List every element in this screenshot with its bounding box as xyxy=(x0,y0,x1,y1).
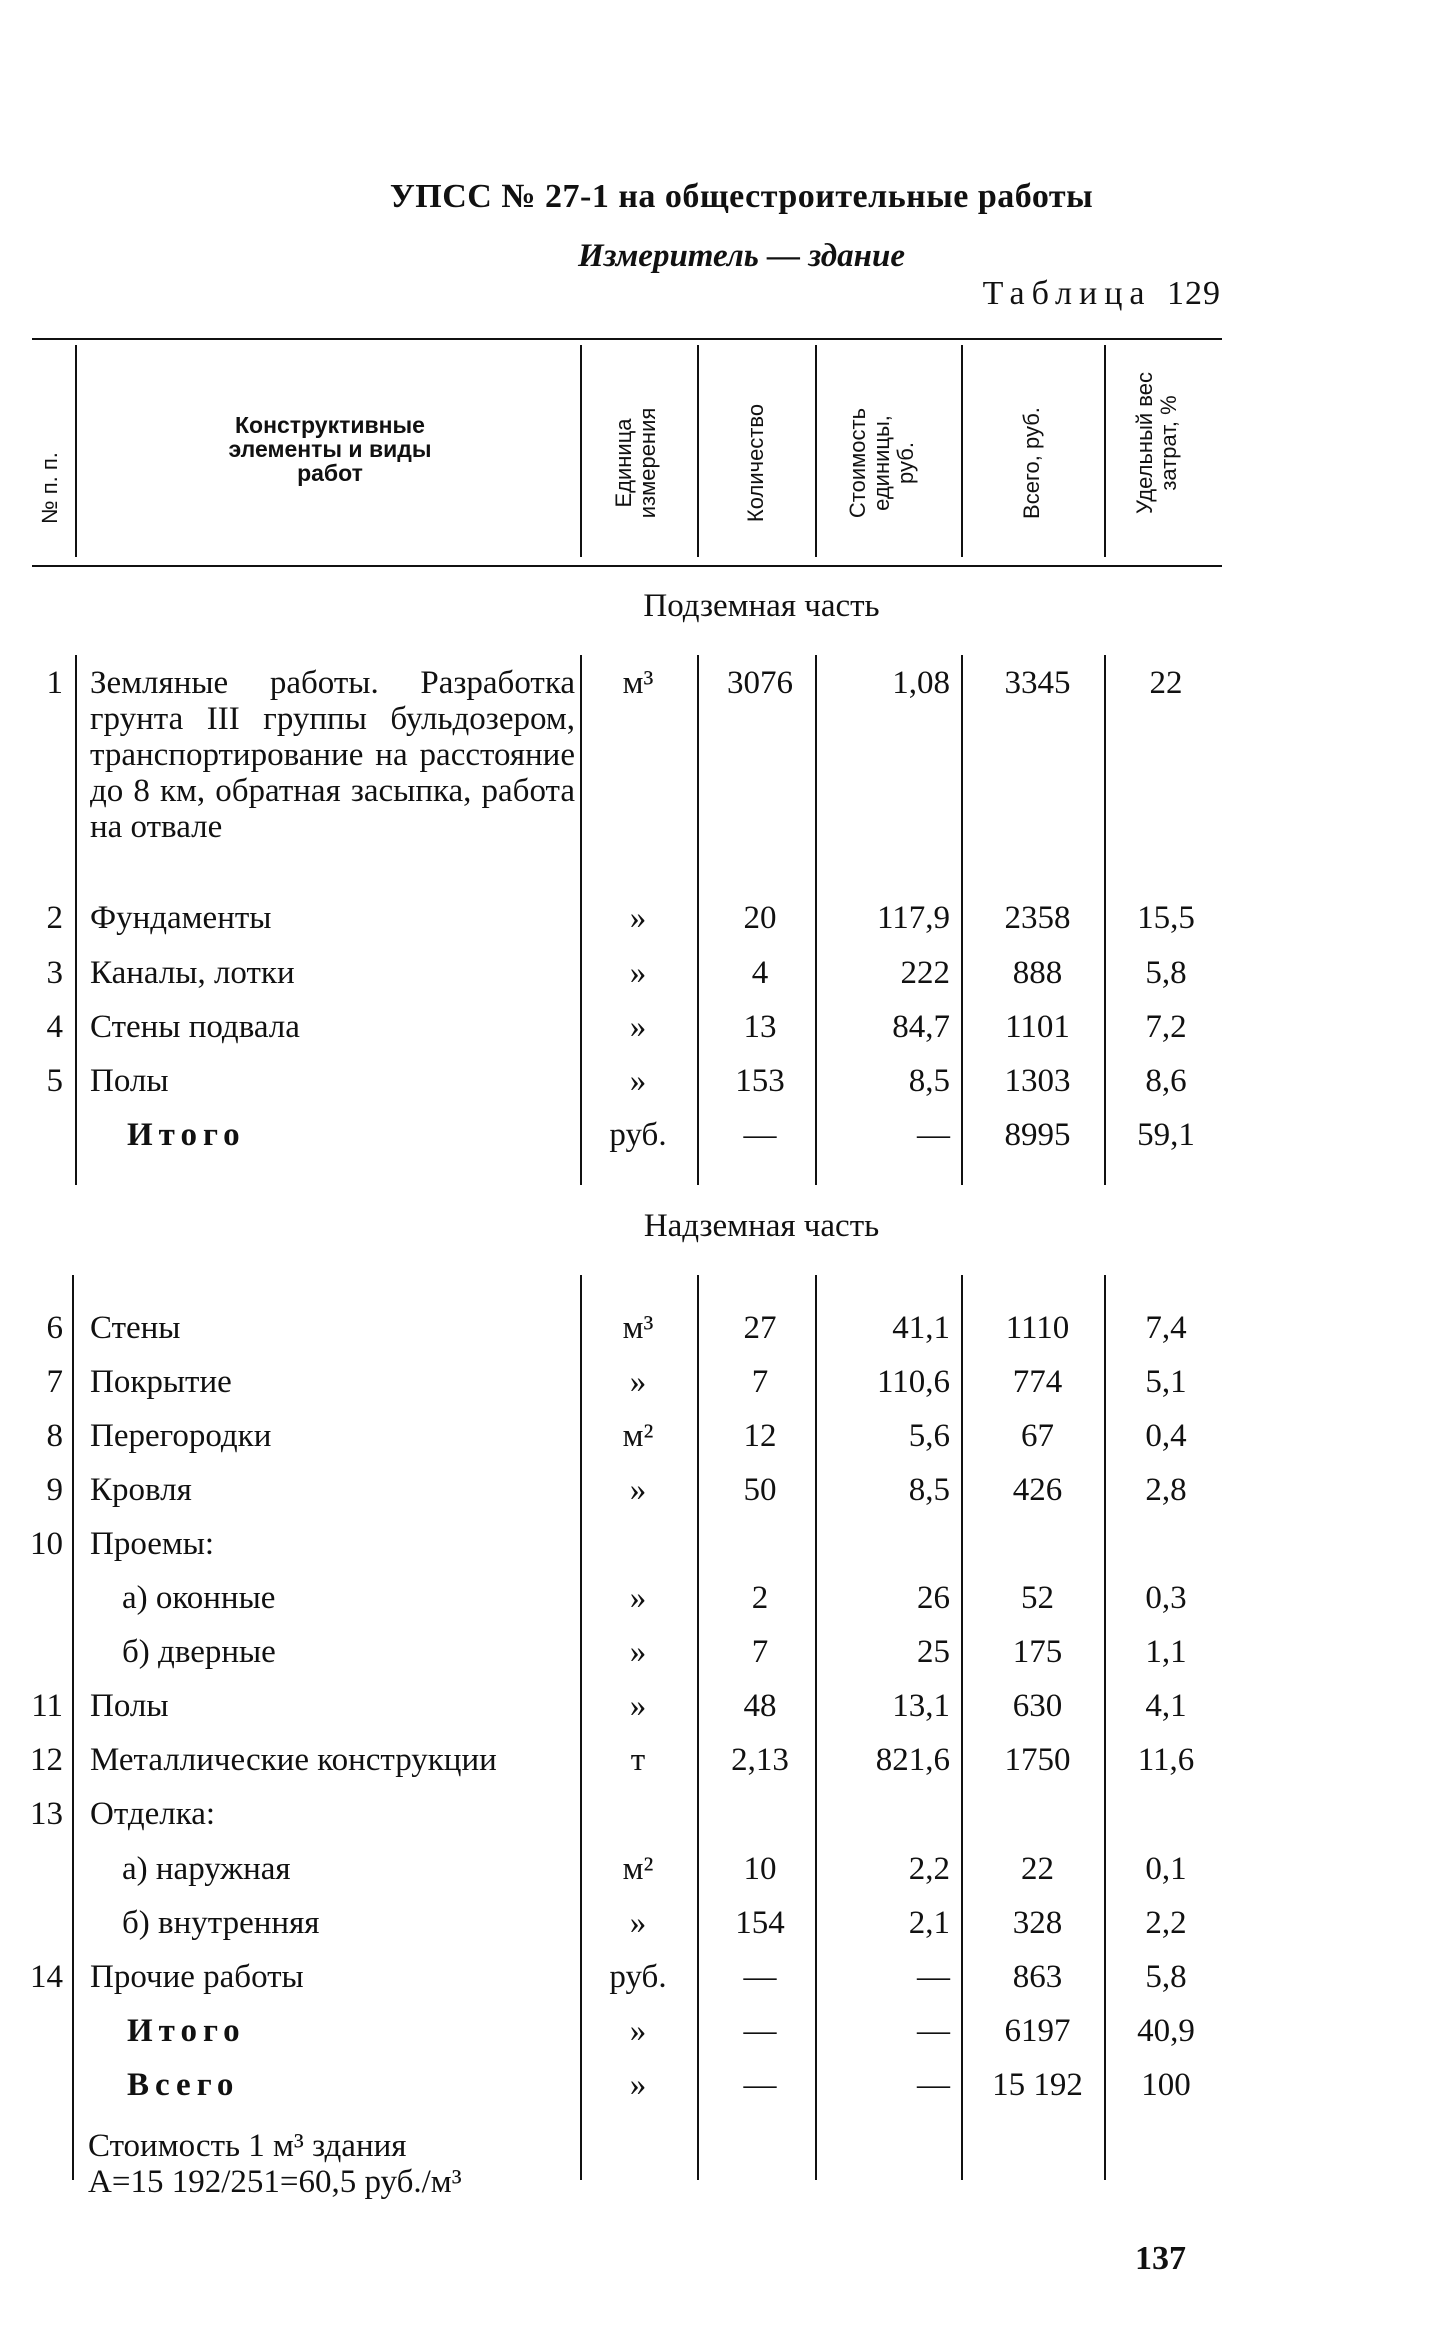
row-cost: 2,1 xyxy=(908,1905,950,1941)
row-unit: » xyxy=(629,1472,647,1508)
row-qty: 7 xyxy=(751,1634,769,1670)
table-number: 129 xyxy=(1167,275,1221,312)
row-name: Металлические конструкции xyxy=(90,1742,497,1778)
row-qty: 153 xyxy=(735,1063,785,1099)
row-cost: 25 xyxy=(917,1634,950,1670)
column-divider xyxy=(75,655,77,1185)
row-cost: — xyxy=(917,1959,950,1995)
row-total: 1303 xyxy=(1004,1063,1071,1099)
row-qty: — xyxy=(743,2013,777,2049)
row-unit: руб. xyxy=(609,1959,667,1995)
row-pct: 5,1 xyxy=(1145,1364,1187,1400)
row-name: Каналы, лотки xyxy=(90,955,295,991)
header-pct: Удельный вес затрат, % xyxy=(1132,372,1181,514)
row-name: Стены подвала xyxy=(90,1009,300,1045)
row-unit: » xyxy=(629,2067,647,2103)
row-qty: 7 xyxy=(751,1364,769,1400)
row-number: 1 xyxy=(46,665,63,701)
row-name: б) дверные xyxy=(122,1634,276,1670)
cost-per-m3-note xyxy=(88,2128,462,2200)
row-number: 7 xyxy=(46,1364,63,1400)
row-cost: 26 xyxy=(917,1580,950,1616)
row-cost: 821,6 xyxy=(875,1742,950,1778)
row-name: Стены xyxy=(90,1310,181,1346)
row-unit: м² xyxy=(622,1418,654,1454)
row-pct: 5,8 xyxy=(1145,955,1187,991)
row-number: 10 xyxy=(30,1526,63,1562)
header-divider xyxy=(1104,345,1106,557)
row-pct: 2,2 xyxy=(1145,1905,1187,1941)
row-number: 11 xyxy=(31,1688,63,1724)
row-name: Прочие работы xyxy=(90,1959,304,1995)
row-name: б) внутренняя xyxy=(122,1905,320,1941)
table-caption xyxy=(983,275,1221,313)
page-subtitle: Измеритель — здание xyxy=(577,238,906,274)
column-divider xyxy=(961,655,963,1185)
row-total: 175 xyxy=(1012,1634,1063,1670)
row-qty: — xyxy=(743,2067,777,2103)
row-unit: » xyxy=(629,955,647,991)
row-number: 9 xyxy=(46,1472,63,1508)
row-pct: 7,2 xyxy=(1145,1009,1187,1045)
row-total: 630 xyxy=(1012,1688,1063,1724)
row-total: 6197 xyxy=(1004,2013,1071,2049)
column-divider xyxy=(697,655,699,1185)
row-name: Всего xyxy=(127,2067,240,2103)
page-number: 137 xyxy=(1135,2240,1186,2277)
row-pct: 0,3 xyxy=(1145,1580,1187,1616)
row-unit: » xyxy=(629,1688,647,1724)
row-number: 14 xyxy=(30,1959,63,1995)
column-divider xyxy=(72,1275,74,2180)
row-pct: 8,6 xyxy=(1145,1063,1187,1099)
row-number: 4 xyxy=(46,1009,63,1045)
row-name: Проемы: xyxy=(90,1526,215,1562)
row-pct: 2,8 xyxy=(1145,1472,1187,1508)
header-divider xyxy=(815,345,817,557)
header-divider xyxy=(961,345,963,557)
row-number: 12 xyxy=(30,1742,63,1778)
header-bottom-rule xyxy=(32,565,1222,567)
row-number: 8 xyxy=(46,1418,63,1454)
header-total: Всего, руб. xyxy=(1019,407,1044,519)
column-divider xyxy=(1104,1275,1106,2180)
row-total: 67 xyxy=(1021,1418,1054,1454)
row-qty: 12 xyxy=(743,1418,777,1454)
row-total: 1101 xyxy=(1005,1009,1070,1045)
row-pct: 22 xyxy=(1149,665,1183,701)
row-name: Итого xyxy=(127,1117,246,1153)
row-unit: » xyxy=(629,1905,647,1941)
row-total: 1110 xyxy=(1005,1310,1070,1346)
row-unit: » xyxy=(629,1580,647,1616)
row-cost: 110,6 xyxy=(876,1364,950,1400)
row-number: 13 xyxy=(30,1796,63,1832)
row-name: а) наружная xyxy=(122,1851,291,1887)
row-unit: » xyxy=(629,2013,647,2049)
row-total: 888 xyxy=(1012,955,1063,991)
row-name: Полы xyxy=(90,1063,169,1099)
row-name: Покрытие xyxy=(90,1364,232,1400)
row-name: Отделка: xyxy=(90,1796,216,1832)
row-pct: 11,6 xyxy=(1137,1742,1195,1778)
row-pct: 59,1 xyxy=(1137,1117,1195,1153)
header-unit: Единица измерения xyxy=(611,407,660,519)
row-number: 2 xyxy=(46,900,63,936)
row-qty: — xyxy=(743,1117,777,1153)
section-heading-aboveground: Надземная часть xyxy=(643,1208,880,1244)
row-qty: 2 xyxy=(751,1580,769,1616)
row-number: 5 xyxy=(46,1063,63,1099)
row-total: 15 192 xyxy=(992,2067,1083,2103)
row-qty: 2,13 xyxy=(731,1742,789,1778)
row-total: 2358 xyxy=(1004,900,1071,936)
row-total: 3345 xyxy=(1004,665,1071,701)
header-no: № п. п. xyxy=(37,452,62,524)
row-unit: руб. xyxy=(609,1117,667,1153)
row-qty: 4 xyxy=(751,955,769,991)
column-divider xyxy=(580,655,582,1185)
header-cost: Стоимость единицы, руб. xyxy=(845,407,918,519)
row-cost: 8,5 xyxy=(908,1063,950,1099)
row-pct: 0,4 xyxy=(1145,1418,1187,1454)
row-cost: 13,1 xyxy=(892,1688,950,1724)
row-unit: м³ xyxy=(622,1310,654,1346)
row-total: 426 xyxy=(1012,1472,1063,1508)
row-pct: 15,5 xyxy=(1137,900,1195,936)
row-cost: — xyxy=(917,2013,950,2049)
row-unit: » xyxy=(629,1009,647,1045)
row-cost: 5,6 xyxy=(908,1418,950,1454)
header-name: Конструктивные элементы и виды работ xyxy=(228,412,432,486)
column-divider xyxy=(1104,655,1106,1185)
row-name: Полы xyxy=(90,1688,169,1724)
column-divider xyxy=(697,1275,699,2180)
cost-note-formula: А=15 192/251=60,5 руб./м³ xyxy=(88,2164,462,2200)
row-pct: 1,1 xyxy=(1145,1634,1187,1670)
page-title: УПСС № 27-1 на общестроительные работы xyxy=(389,178,1094,215)
row-total: 1750 xyxy=(1004,1742,1071,1778)
row-qty: — xyxy=(743,1959,777,1995)
header-divider xyxy=(697,345,699,557)
row-name: а) оконные xyxy=(122,1580,276,1616)
row-unit: т xyxy=(630,1742,646,1778)
header-divider xyxy=(75,345,77,557)
row-unit: » xyxy=(629,1364,647,1400)
table-label: Таблица xyxy=(982,275,1152,312)
row-qty: 50 xyxy=(743,1472,777,1508)
row-name: Фундаменты xyxy=(90,900,272,936)
row-cost: 117,9 xyxy=(876,900,950,936)
row-cost: 84,7 xyxy=(892,1009,950,1045)
row-pct: 4,1 xyxy=(1145,1688,1187,1724)
row-qty: 3076 xyxy=(727,665,793,701)
row-pct: 0,1 xyxy=(1145,1851,1187,1887)
row-qty: 48 xyxy=(743,1688,777,1724)
header-qty: Количество xyxy=(743,403,768,523)
column-divider xyxy=(961,1275,963,2180)
row-cost: — xyxy=(917,1117,950,1153)
row-pct: 7,4 xyxy=(1145,1310,1187,1346)
row-cost: 1,08 xyxy=(892,665,950,701)
row-total: 52 xyxy=(1021,1580,1054,1616)
row-qty: 20 xyxy=(743,900,777,936)
row-qty: 13 xyxy=(743,1009,777,1045)
row-qty: 154 xyxy=(735,1905,785,1941)
row-total: 22 xyxy=(1021,1851,1054,1887)
row-name: Перегородки xyxy=(90,1418,272,1454)
row-qty: 27 xyxy=(743,1310,777,1346)
row-pct: 100 xyxy=(1141,2067,1191,2103)
row-name: Кровля xyxy=(90,1472,192,1508)
row-cost: — xyxy=(917,2067,950,2103)
row-number: 6 xyxy=(46,1310,63,1346)
row-unit: м³ xyxy=(622,665,654,701)
row-cost: 222 xyxy=(900,955,950,991)
row-cost: 8,5 xyxy=(908,1472,950,1508)
header-divider xyxy=(580,345,582,557)
section-heading-underground: Подземная часть xyxy=(643,588,880,624)
row-cost: 2,2 xyxy=(908,1851,950,1887)
row-pct: 40,9 xyxy=(1137,2013,1195,2049)
row-unit: м² xyxy=(622,1851,654,1887)
row-unit: » xyxy=(629,1063,647,1099)
row-total: 863 xyxy=(1012,1959,1063,1995)
row-qty: 10 xyxy=(743,1851,777,1887)
cost-note-line1: Стоимость 1 м³ здания xyxy=(88,2128,407,2164)
row-total: 8995 xyxy=(1004,1117,1071,1153)
header-top-rule xyxy=(32,338,1222,340)
row-unit: » xyxy=(629,900,647,936)
row-pct: 5,8 xyxy=(1145,1959,1187,1995)
row-cost: 41,1 xyxy=(892,1310,950,1346)
row-name: Итого xyxy=(127,2013,246,2049)
row-name: Земляные работы. Разработка грунта III группы бульдозером, транспортирование на расстояние до 8 км, обратная засыпка, работа на отвале xyxy=(90,665,575,845)
row-total: 774 xyxy=(1012,1364,1063,1400)
row-total: 328 xyxy=(1012,1905,1063,1941)
row-number: 3 xyxy=(46,955,63,991)
row-unit: » xyxy=(629,1634,647,1670)
